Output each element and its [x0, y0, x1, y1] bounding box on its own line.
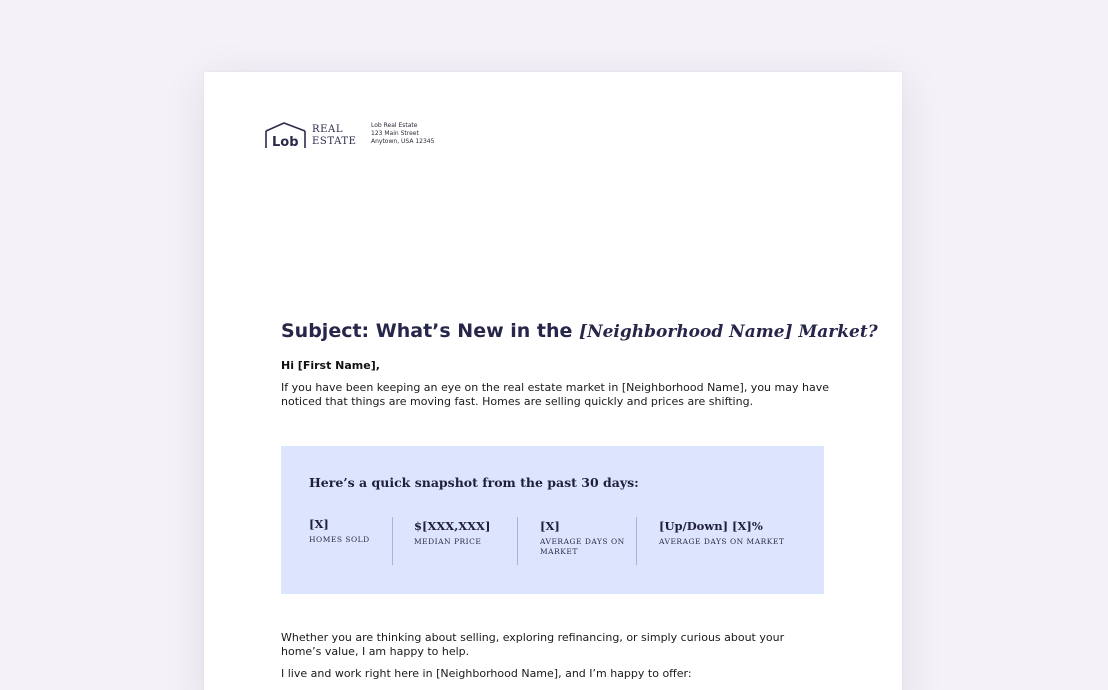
- intro-paragraph: [281, 381, 829, 409]
- brand-name: [312, 124, 357, 148]
- stat-label-line: MARKET: [540, 547, 578, 556]
- stat-price-change: [659, 519, 784, 547]
- house-icon: [263, 121, 309, 151]
- sender-address: [371, 122, 434, 146]
- stat-homes-sold: [309, 517, 370, 545]
- stat-value: [X]: [309, 517, 329, 531]
- market-snapshot-box: [281, 446, 824, 594]
- brand-name-line2: ESTATE: [312, 136, 357, 147]
- address-line: 123 Main Street: [371, 130, 419, 137]
- snapshot-title: Here’s a quick snapshot from the past 30 days:: [309, 475, 639, 490]
- stat-label: AVERAGE DAYS ON MARKET: [659, 537, 785, 546]
- stat-label: [540, 537, 625, 557]
- outro-paragraph: [281, 631, 821, 659]
- stat-median-price: [414, 519, 490, 547]
- stat-label: HOMES SOLD: [309, 535, 370, 544]
- greeting: Hi [First Name],: [281, 359, 380, 372]
- subject-prefix: Subject: What’s New in the: [281, 320, 573, 342]
- offer-paragraph: [281, 667, 821, 681]
- intro-line: noticed that things are moving fast. Homes are selling quickly and prices are shifting.: [281, 395, 754, 408]
- stat-divider: [517, 517, 518, 565]
- subject-line: [281, 318, 891, 345]
- intro-line: If you have been keeping an eye on the real estate market in [Neighborhood Name], you may have: [281, 381, 829, 394]
- subject-highlight: [Neighborhood Name] Market?: [579, 322, 878, 342]
- outro-line: Whether you are thinking about selling, exploring refinancing, or simply curious about your: [281, 631, 785, 644]
- stat-label: MEDIAN PRICE: [414, 537, 482, 546]
- letter-page: [204, 72, 902, 690]
- stat-label-line: AVERAGE DAYS ON: [540, 537, 625, 546]
- stat-divider: [392, 517, 393, 565]
- logo-text: Lob: [272, 135, 299, 150]
- outro-line: home’s value, I am happy to help.: [281, 645, 470, 658]
- address-line: Anytown, USA 12345: [371, 138, 435, 145]
- stat-average-days: [540, 519, 625, 557]
- stat-value: $[XXX,XXX]: [414, 519, 491, 533]
- brand-name-line1: REAL: [312, 124, 344, 135]
- offer-line: I live and work right here in [Neighborhood Name], and I’m happy to offer:: [281, 667, 692, 680]
- stat-divider: [636, 517, 637, 565]
- address-line: Lob Real Estate: [371, 122, 418, 129]
- stat-value: [Up/Down] [X]%: [659, 519, 763, 533]
- stat-value: [X]: [540, 519, 560, 533]
